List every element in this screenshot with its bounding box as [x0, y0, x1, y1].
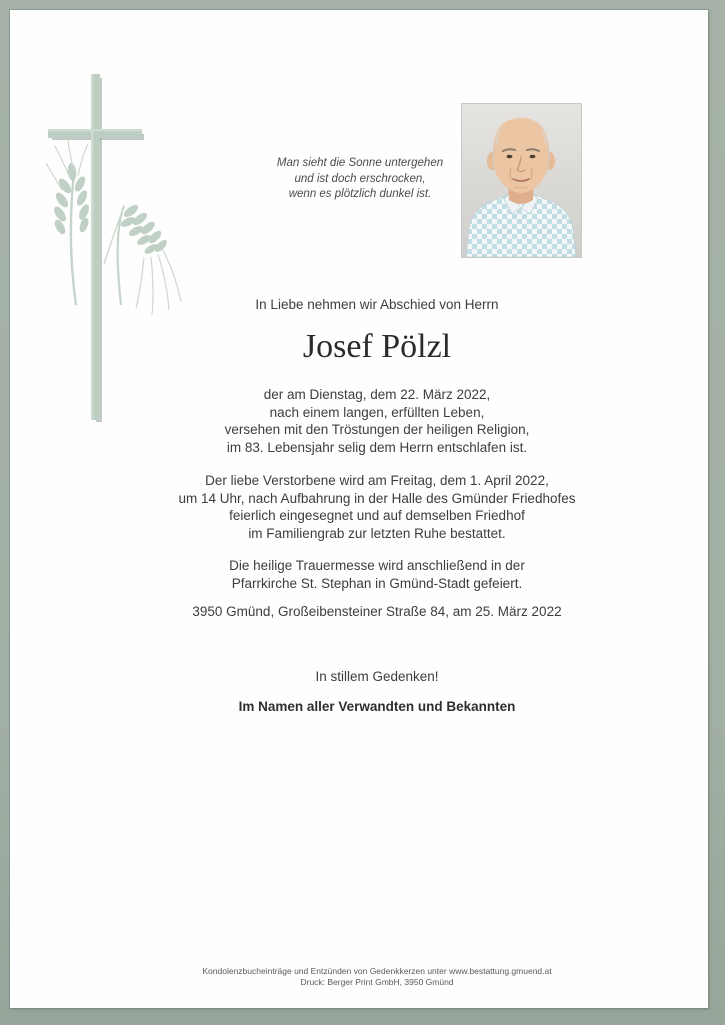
print-footer: Kondolenzbucheinträge und Entzünden von Gedenkkerzen unter www.bestattung.gmuend.at Druck: Berger Print GmbH, 3950 Gmünd — [202, 966, 552, 987]
portrait-icon — [462, 104, 581, 257]
memorial-quote: Man sieht die Sonne untergehen und ist doch erschrocken, wenn es plötzlich dunkel ist. — [276, 157, 444, 200]
intro-line: In Liebe nehmen wir Abschied von Herrn — [255, 297, 499, 312]
death-notice: der am Dienstag, dem 22. März 2022, nach einem langen, erfüllten Leben, versehen mit den Tröstungen der heiligen Religion, im 83. Lebensjahr selig dem Herrn entschlafen ist. — [224, 387, 530, 455]
funeral-notice: Der liebe Verstorbene wird am Freitag, dem 1. April 2022, um 14 Uhr, nach Aufbahrung in der Halle des Gmünder Friedhofes feierlich eingesegnet und auf demselben Friedhof im Familiengrab zur letzten Ruhe bestattet. — [178, 473, 576, 541]
mass-notice: Die heilige Trauermesse wird anschließend in der Pfarrkirche St. Stephan in Gmünd-Stadt gefeiert. — [229, 558, 525, 591]
address-date-line: 3950 Gmünd, Großeibensteiner Straße 84, am 25. März 2022 — [192, 604, 562, 619]
remembrance-line: In stillem Gedenken! — [315, 669, 439, 684]
deceased-photo — [461, 103, 582, 258]
family-line: Im Namen aller Verwandten und Bekannten — [238, 699, 516, 714]
deceased-name: Josef Pölzl — [302, 328, 452, 365]
cross-icon — [48, 74, 144, 422]
cross-and-wheat-icon — [0, 0, 230, 450]
